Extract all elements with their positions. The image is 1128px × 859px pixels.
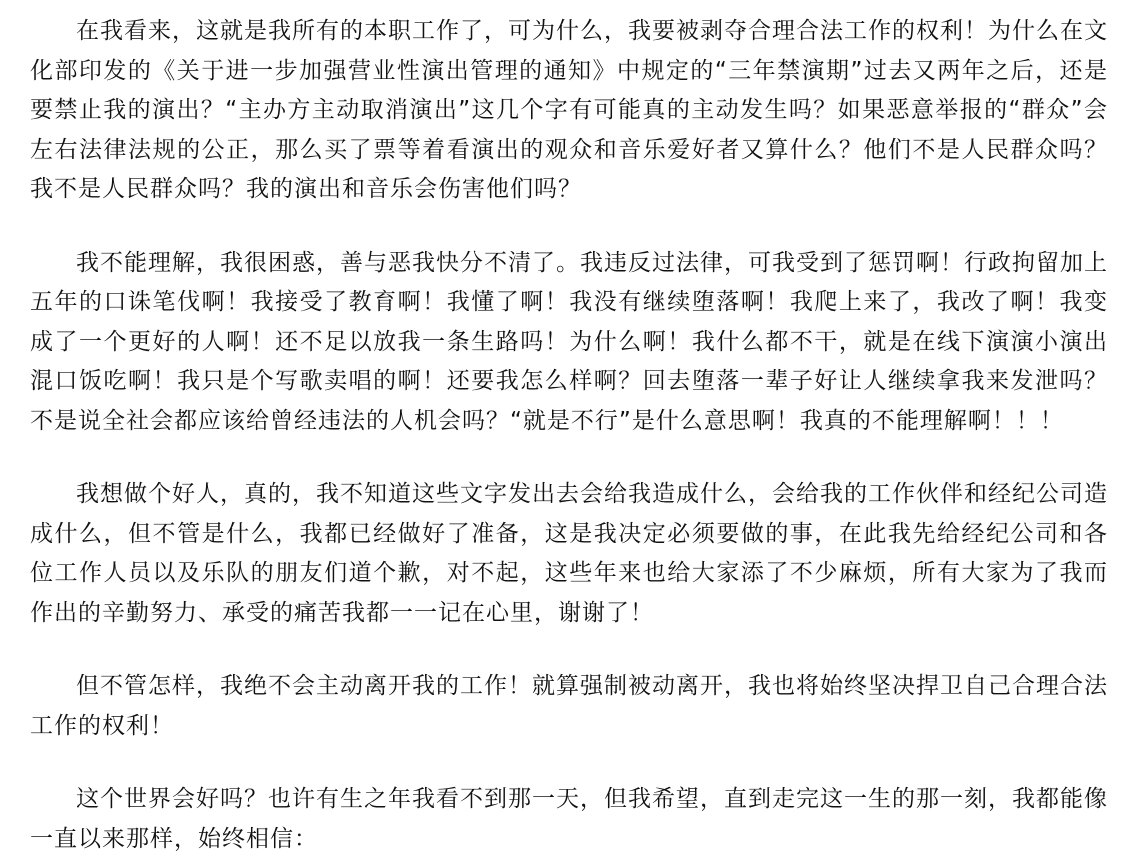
paragraph-2: 我不能理解，我很困惑，善与恶我快分不清了。我违反过法律，可我受到了惩罚啊！行政拘留加上五年的口诛笔伐啊！我接受了教育啊！我懂了啊！我没有继续堕落啊！我爬上来了，我改了啊！我变成了一个更好的人啊！还不足以放我一条生路吗！为什么啊！我什么都不干，就是在线下演演小演出混口饭吃啊！我只是个写歌卖唱的啊！还要我怎么样啊？回去堕落一辈子好让人继续拿我来发泄吗？不是说全社会都应该给曾经违法的人机会吗？“就是不行”是什么意思啊！我真的不能理解啊！！！ <box>30 249 1108 434</box>
paragraph-3: 我想做个好人，真的，我不知道这些文字发出去会给我造成什么，会给我的工作伙伴和经纪公司造成什么，但不管是什么，我都已经做好了准备，这是我决定必须要做的事，在此我先给经纪公司和各位工作人员以及乐队的朋友们道个歉，对不起，这些年来也给大家添了不少麻烦，所有大家为了我而作出的辛勤努力、承受的痛苦我都一一记在心里，谢谢了！ <box>30 481 1108 626</box>
paragraph-4: 但不管怎样，我绝不会主动离开我的工作！就算强制被动离开，我也将始终坚决捍卫自己合理合法工作的权利！ <box>30 673 1108 739</box>
paragraph-1: 在我看来，这就是我所有的本职工作了，可为什么，我要被剥夺合理合法工作的权利！为什么在文化部印发的《关于进一步加强营业性演出管理的通知》中规定的“三年禁演期”过去又两年之后，还是要禁止我的演出？“主办方主动取消演出”这几个字有可能真的主动发生吗？如果恶意举报的“群众”会左右法律法规的公正，那么买了票等着看演出的观众和音乐爱好者又算什么？他们不是人民群众吗？我不是人民群众吗？我的演出和音乐会伤害他们吗？ <box>30 18 1108 202</box>
document-body <box>30 12 1108 859</box>
paragraph-5: 这个世界会好吗？也许有生之年我看不到那一天，但我希望，直到走完这一生的那一刻，我都能像一直以来那样，始终相信： <box>30 786 1108 852</box>
